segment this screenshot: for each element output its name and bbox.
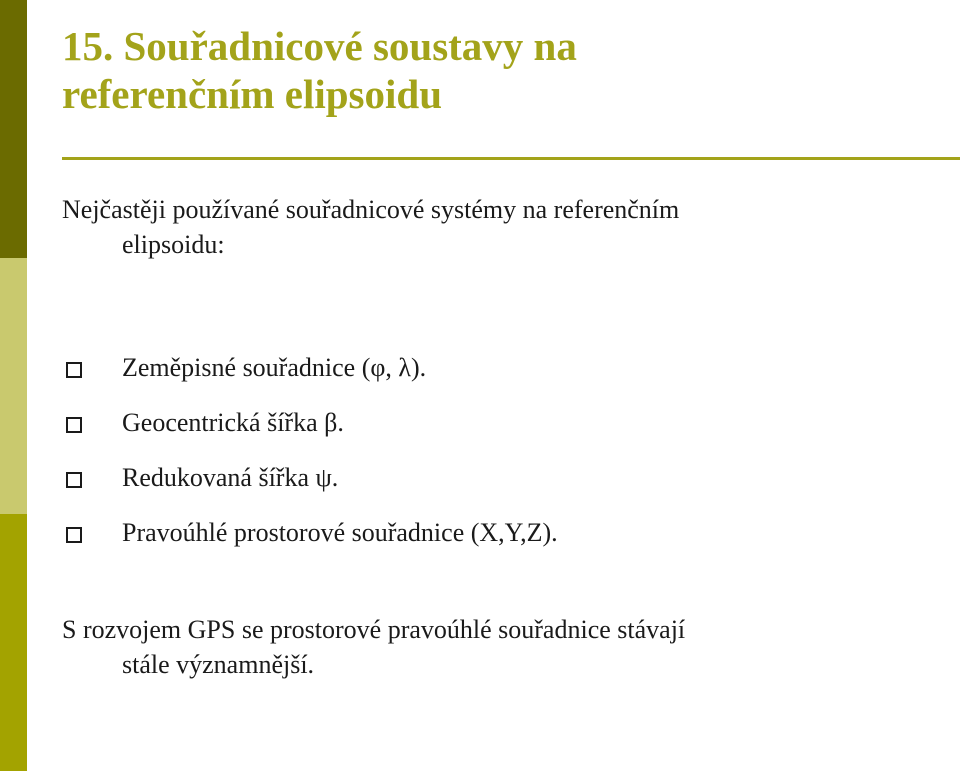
- outro-line-1: S rozvojem GPS se prostorové pravoúhlé souřadnice stávají: [62, 615, 686, 644]
- list-item: [66, 505, 926, 560]
- sidebar-decoration-bottom: [0, 514, 27, 771]
- list-item: [66, 340, 926, 395]
- intro-line-2: elipsoidu:: [122, 230, 225, 259]
- hollow-square-bullet-icon: [66, 527, 82, 543]
- slide-title-line-2: referenčním elipsoidu: [62, 71, 442, 117]
- intro-line-1: Nejčastěji používané souřadnicové systémy na referenčním: [62, 195, 680, 224]
- list-item: [66, 395, 926, 450]
- slide-title: [62, 22, 942, 118]
- slide-title-line-1: 15. Souřadnicové soustavy na: [62, 23, 577, 69]
- sidebar-decoration-top: [0, 0, 27, 258]
- outro-line-2: stále významnější.: [122, 650, 315, 679]
- hollow-square-bullet-icon: [66, 472, 82, 488]
- intro-paragraph: [62, 192, 942, 262]
- hollow-square-bullet-icon: [66, 417, 82, 433]
- bullet-text: Zeměpisné souřadnice (φ, λ).: [122, 352, 427, 382]
- bullet-list: [66, 340, 926, 560]
- list-item: [66, 450, 926, 505]
- sidebar-decoration-middle: [0, 258, 27, 514]
- hollow-square-bullet-icon: [66, 362, 82, 378]
- bullet-text: Geocentrická šířka β.: [122, 407, 344, 437]
- title-divider: [62, 157, 960, 160]
- bullet-text: Redukovaná šířka ψ.: [122, 462, 339, 492]
- bullet-text: Pravoúhlé prostorové souřadnice (X,Y,Z).: [122, 517, 558, 547]
- outro-paragraph: [62, 612, 942, 682]
